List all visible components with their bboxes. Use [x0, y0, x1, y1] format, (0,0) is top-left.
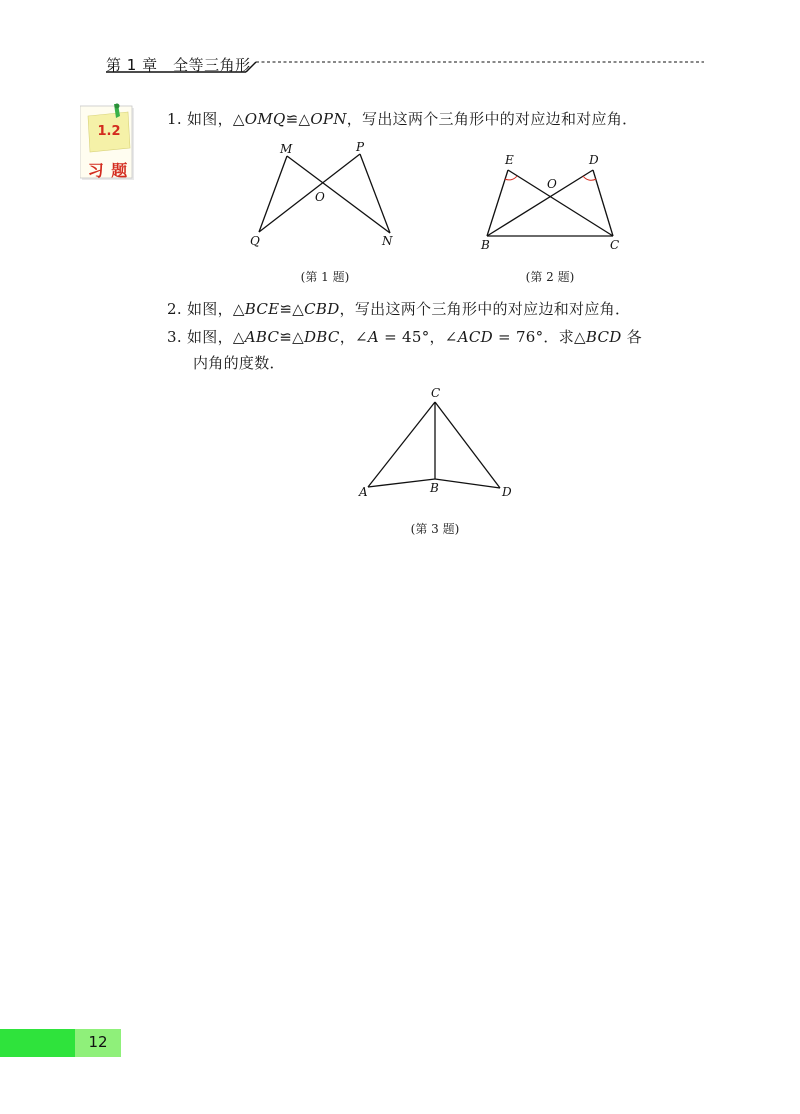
- triangle-name: DBC: [303, 328, 340, 346]
- problem-text: ，写出这两个三角形中的对应边和对应角．: [339, 300, 631, 318]
- point-label-a: A: [359, 485, 368, 499]
- triangle-name: ABC: [244, 328, 280, 346]
- congruence-symbol: ≌△: [279, 328, 304, 346]
- segment-pq: [259, 154, 360, 232]
- problem-1: [167, 106, 712, 132]
- point-label-p: P: [356, 140, 365, 154]
- problem-text-continued: 内角的度数．: [193, 354, 285, 372]
- problem-text: 如图，△: [187, 328, 245, 346]
- segment-bd: [435, 479, 500, 488]
- segment-mn: [287, 156, 390, 233]
- problem-2: [167, 296, 712, 322]
- point-label-n: N: [382, 234, 393, 248]
- figure-3-diagram: [350, 384, 525, 504]
- triangle-name: OMQ: [244, 110, 286, 128]
- segment-cd: [435, 402, 500, 488]
- figure-2-diagram: [475, 150, 625, 254]
- point-label-c: C: [431, 386, 441, 400]
- page-header: [106, 50, 706, 80]
- segment-ce: [508, 170, 613, 236]
- point-label-d: D: [502, 485, 512, 499]
- chapter-title: 第 1 章 全等三角形: [106, 56, 251, 74]
- triangle-name: OPN: [310, 110, 347, 128]
- figure-2-caption: (第 2 题): [525, 270, 575, 284]
- problem-text: = 76°．求△: [492, 328, 586, 346]
- badge-label: 习 题: [87, 161, 129, 180]
- segment-be: [487, 170, 508, 236]
- badge-number: 1.2: [97, 124, 121, 139]
- segment-cd: [593, 170, 613, 236]
- point-label-c: C: [610, 238, 620, 252]
- congruence-symbol: ≌△: [285, 110, 311, 128]
- angle-mark-e: [505, 176, 517, 180]
- point-label-m: M: [280, 142, 293, 156]
- page-number: 12: [88, 1033, 108, 1051]
- point-label-o: O: [315, 190, 325, 204]
- triangle-name: CBD: [304, 300, 340, 318]
- problem-3: [167, 324, 712, 376]
- figure-1-caption: (第 1 题): [300, 270, 350, 284]
- point-label-o: O: [547, 177, 557, 191]
- problem-number: 2.: [167, 300, 182, 318]
- point-label-d: D: [589, 153, 599, 167]
- angle-name: ACD: [457, 328, 493, 346]
- page-number-bar: [0, 1029, 121, 1057]
- triangle-name: BCE: [244, 300, 280, 318]
- point-label-b: B: [481, 238, 490, 252]
- segment-bd: [487, 170, 593, 236]
- exercise-badge: [80, 102, 138, 182]
- problem-text: = 45°，∠: [379, 328, 458, 346]
- problem-text: 如图，△: [187, 300, 245, 318]
- problem-text: ，写出这两个三角形中的对应边和对应角．: [346, 110, 638, 128]
- point-label-q: Q: [250, 234, 260, 248]
- page-number-box: [75, 1029, 121, 1057]
- figure-1-diagram: [245, 138, 405, 250]
- problem-number: 3.: [167, 328, 182, 346]
- point-label-e: E: [505, 153, 514, 167]
- angle-name: A: [367, 328, 380, 346]
- problem-text: 各: [621, 328, 642, 346]
- triangle-name: BCD: [585, 328, 622, 346]
- point-label-b: B: [430, 481, 439, 495]
- congruence-symbol: ≌△: [279, 300, 305, 318]
- problem-number: 1.: [167, 110, 182, 128]
- segment-ab: [368, 479, 435, 487]
- angle-mark-d: [583, 176, 596, 180]
- problem-text: 如图，△: [187, 110, 245, 128]
- problem-text: ，∠: [339, 328, 368, 346]
- figure-3-caption: (第 3 题): [410, 522, 460, 536]
- segment-ca: [368, 402, 435, 487]
